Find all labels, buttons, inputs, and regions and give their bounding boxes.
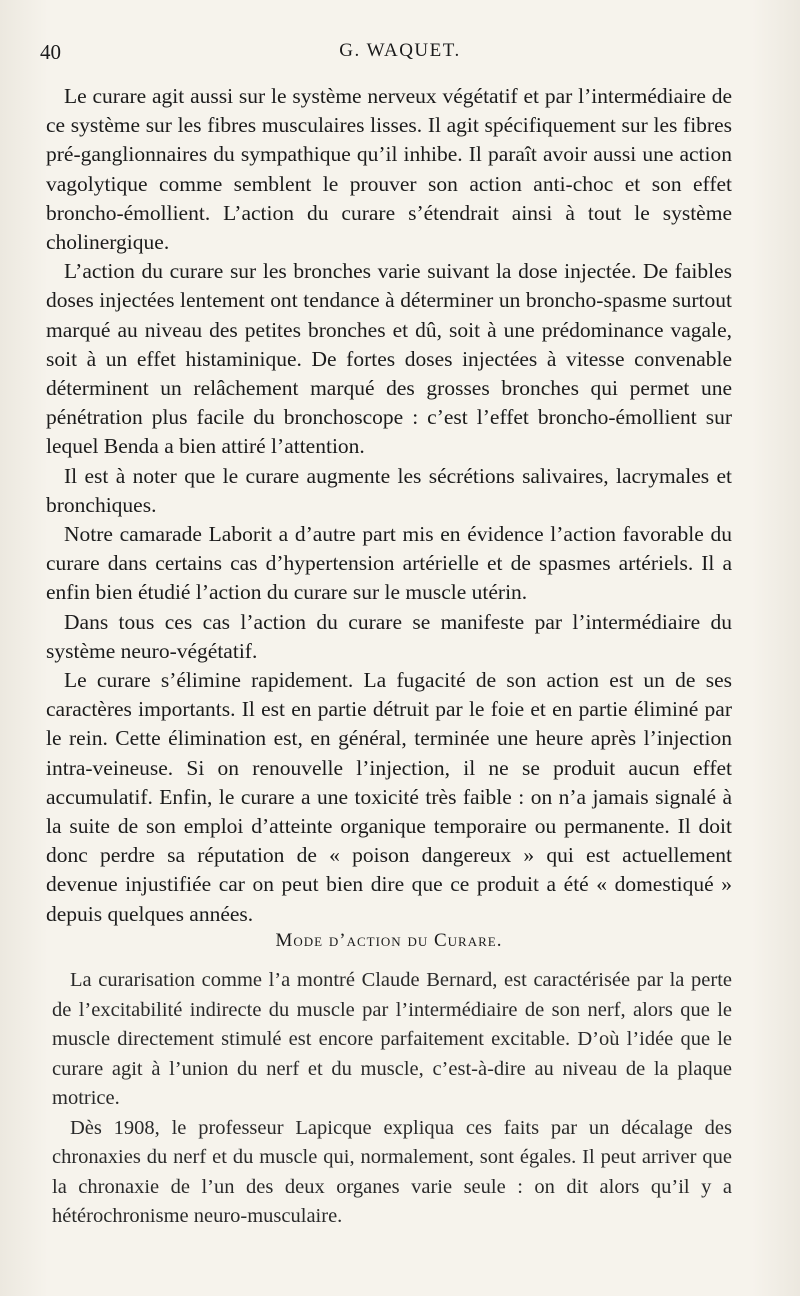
paragraph: Dans tous ces cas l’action du curare se manifeste par l’intermédiaire du système neuro-végétatif. <box>46 609 732 663</box>
section-title: Mode d’action du Curare. <box>275 930 503 951</box>
page-number: 40 <box>40 40 61 64</box>
paragraph: Le curare agit aussi sur le système nerveux végétatif et par l’intermédiaire de ce système sur les fibres musculaires lisses. Il agit spécifiquement sur les fibres pré-ganglionnaires du sympathique qu’il inhibe. Il paraît avoir aussi une action vagolytique comme semblent le prouver son action anti-choc et son effet broncho-émollient. L’action du curare s’étendrait ainsi à tout le système cholinergique. <box>46 84 732 255</box>
paragraph: Notre camarade Laborit a d’autre part mis en évidence l’action favorable du curare dans certains cas d’hypertension artérielle et de spasmes artériels. Il a enfin bien étudié l’action du curare sur le muscle utérin. <box>46 522 732 605</box>
paragraph: La curarisation comme l’a montré Claude Bernard, est caractérisée par la perte de l’excitabilité indirecte du muscle par l’intermédiaire de son nerf, alors que le muscle directement stimulé est encore parfaitement excitable. D’où l’idée que le curare agit à l’union du nerf et du muscle, c’est-à-dire au niveau de la plaque motrice. <box>52 969 732 1109</box>
paragraph: Le curare s’élimine rapidement. La fugacité de son action est un de ses caractères importants. Il est en partie détruit par le foie et en partie éliminé par le rein. Cette élimination est, en général, terminée une heure après l’injection intra-veineuse. Si on renouvelle l’injection, il ne se produit aucun effet accumulatif. Enfin, le curare a une toxicité très faible : on n’a jamais signalé à la suite de son emploi d’atteinte organique temporaire ou permanente. Il doit donc perdre sa réputation de « poison dangereux » qui est actuellement devenue injustifiée car on peut bien dire que ce produit a été « domestiqué » depuis quelques années. <box>46 668 732 926</box>
paragraph: Il est à noter que le curare augmente les sécrétions salivaires, lacrymales et bronchiques. <box>46 463 732 517</box>
running-head: G. WAQUET. <box>339 40 461 61</box>
page-header <box>40 40 760 70</box>
paragraph: Dès 1908, le professeur Lapicque expliqua ces faits par un décalage des chronaxies du nerf et du muscle qui, normalement, sont égales. Il peut arriver que la chronaxie de l’un des deux organes varie seule : on dit alors qu’il y a hétérochronisme neuro-musculaire. <box>52 1116 732 1227</box>
body-text-bottom <box>52 966 732 1232</box>
body-text-top <box>46 82 732 929</box>
paragraph: L’action du curare sur les bronches varie suivant la dose injectée. De faibles doses injectées lentement ont tendance à déterminer un broncho-spasme surtout marqué au niveau des petites bronches et dû, soit à une prédominance vagale, soit à un effet histaminique. De fortes doses injectées à vitesse convenable déterminent un relâchement marqué des grosses bronches qui permet une pénétration plus facile du bronchoscope : c’est l’effet broncho-émollient sur lequel Benda a bien attiré l’attention. <box>46 259 732 459</box>
